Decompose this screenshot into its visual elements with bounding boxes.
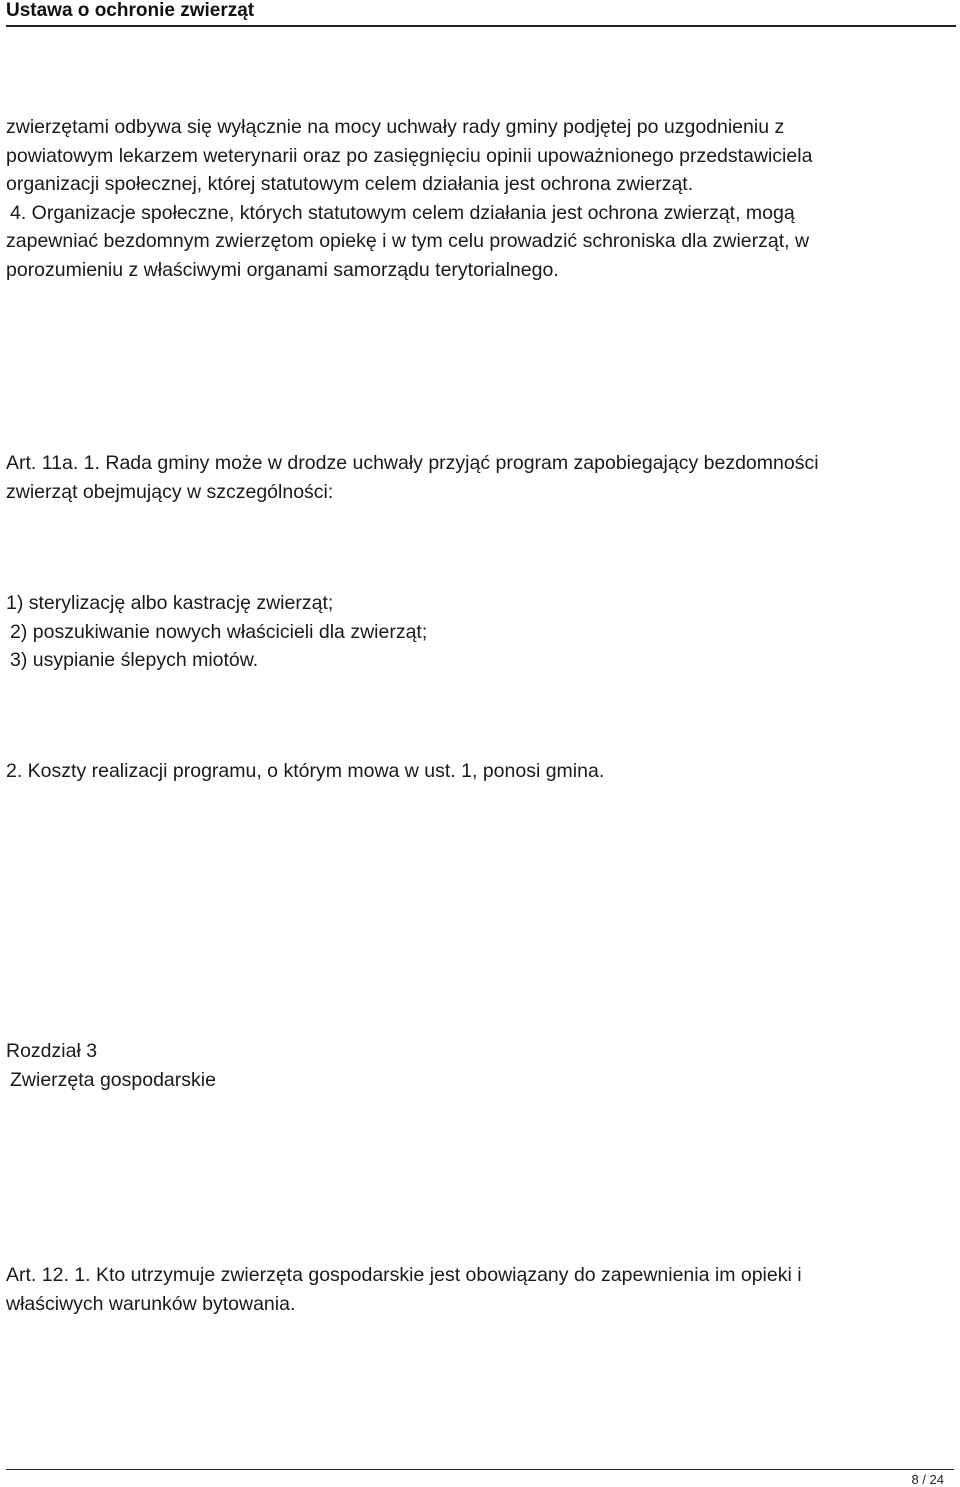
chapter-number: Rozdział 3 [6,1040,98,1062]
chapter-title: Zwierzęta gospodarskie [10,1068,216,1091]
paragraph-costs [6,757,950,786]
text-line: Art. 11a. 1. Rada gminy może w drodze uchwały przyjąć program zapobiegający bezdomności [6,452,819,474]
text-line: zwierząt obejmujący w szczególności: [6,480,334,503]
text-line: zwierzętami odbywa się wyłącznie na mocy uchwały rady gminy podjętej po uzgodnieniu z [6,116,785,138]
paragraph-art-12 [6,1261,950,1318]
paragraph-animal-control [6,113,950,284]
document-title: Ustawa o ochronie zwierząt [6,0,255,21]
text-line: organizacji społecznej, której statutowym celem działania jest ochrona zwierząt. [6,173,694,195]
list-item: 2) poszukiwanie nowych właścicieli dla zwierząt; [10,620,428,643]
chapter-heading [6,1037,950,1094]
page-header [6,0,956,28]
text-line: powiatowym lekarzem weterynarii oraz po zasięgnięciu opinii upoważnionego przedstawiciela [6,144,813,167]
text-line: Art. 12. 1. Kto utrzymuje zwierzęta gospodarskie jest obowiązany do zapewnienia im opieki i [6,1264,802,1286]
list-item: 3) usypianie ślepych miotów. [10,649,259,671]
paragraph-art-11a [6,449,950,506]
program-list [6,589,950,675]
text-line: właściwych warunków bytowania. [6,1292,296,1315]
list-item: 1) sterylizację albo kastrację zwierząt; [6,592,334,614]
header-divider [6,25,956,27]
text-line: 4. Organizacje społeczne, których statutowym celem działania jest ochrona zwierząt, mogą [10,201,795,224]
text-line: zapewniać bezdomnym zwierzętom opiekę i w tym celu prowadzić schroniska dla zwierząt, w [6,230,810,252]
text-line: porozumieniu z właściwymi organami samorządu terytorialnego. [6,258,559,281]
page-number: 8 / 24 [911,1472,944,1487]
footer-divider [6,1469,954,1470]
text-line: 2. Koszty realizacji programu, o którym mowa w ust. 1, ponosi gmina. [6,760,605,782]
